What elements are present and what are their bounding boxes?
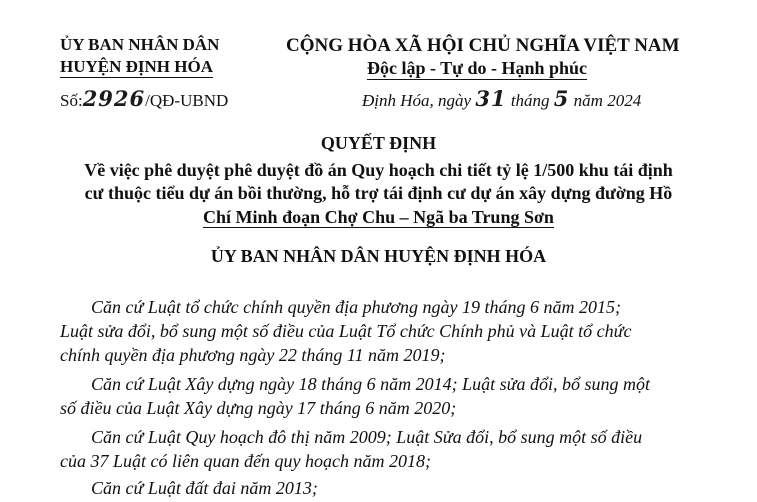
issuer-name: ỦY BAN NHÂN DÂN [60, 35, 220, 54]
date-month-label: tháng [506, 91, 554, 110]
date-year: năm 2024 [569, 91, 642, 110]
legal-basis-1-line-3: chính quyền địa phương ngày 22 tháng 11 năm 2019; [60, 345, 446, 365]
doc-number-suffix: /QĐ-UBND [145, 91, 229, 110]
document-number [60, 86, 228, 111]
legal-basis-2-line-1: Căn cứ Luật Xây dựng ngày 18 tháng 6 năm 2014; Luật sửa đổi, bổ sung một [91, 374, 650, 394]
national-motto: Độc lập - Tự do - Hạnh phúc [367, 58, 588, 78]
legal-basis-3-line-2: của 37 Luật có liên quan đến quy hoạch năm 2018; [60, 451, 431, 471]
legal-basis-4-line-1: Căn cứ Luật đất đai năm 2013; [91, 478, 318, 498]
issuer-district: HUYỆN ĐỊNH HÓA [60, 57, 214, 76]
legal-basis-3-line-1: Căn cứ Luật Quy hoạch đô thị năm 2009; Luật Sửa đổi, bổ sung một số điều [91, 427, 643, 447]
date-place: Định Hóa, ngày [362, 91, 476, 110]
decision-subject-line-2: cư thuộc tiểu dự án bồi thường, hỗ trợ tái định cư dự án xây dựng đường Hồ [84, 183, 673, 203]
subject-line-3-text: Chí Minh đoạn Chợ Chu – Ngã ba Trung Sơn [203, 207, 554, 227]
legal-basis-1-line-2: Luật sửa đổi, bổ sung một số điều của Luật Tổ chức Chính phủ và Luật tổ chức [60, 321, 632, 341]
legal-basis-1-line-1: Căn cứ Luật tổ chức chính quyền địa phương ngày 19 tháng 6 năm 2015; [91, 297, 621, 317]
decision-heading: QUYẾT ĐỊNH [320, 133, 437, 153]
doc-number-prefix: Số: [60, 91, 83, 110]
decision-subject-line-3 [0, 206, 757, 228]
authority-heading: ỦY BAN NHÂN DÂN HUYỆN ĐỊNH HÓA [210, 246, 547, 266]
legal-basis-2-line-2: số điều của Luật Xây dựng ngày 17 tháng 6 năm 2020; [60, 398, 457, 418]
doc-number-handwritten: 2926 [82, 86, 146, 111]
date-line [362, 86, 641, 111]
date-day-handwritten: 31 [475, 86, 507, 111]
decision-subject-line-1: Về việc phê duyệt phê duyệt đồ án Quy hoạch chi tiết tỷ lệ 1/500 khu tái định [84, 160, 673, 180]
national-title: CỘNG HÒA XÃ HỘI CHỦ NGHĨA VIỆT NAM [286, 35, 680, 56]
date-month-handwritten: 5 [553, 86, 570, 111]
